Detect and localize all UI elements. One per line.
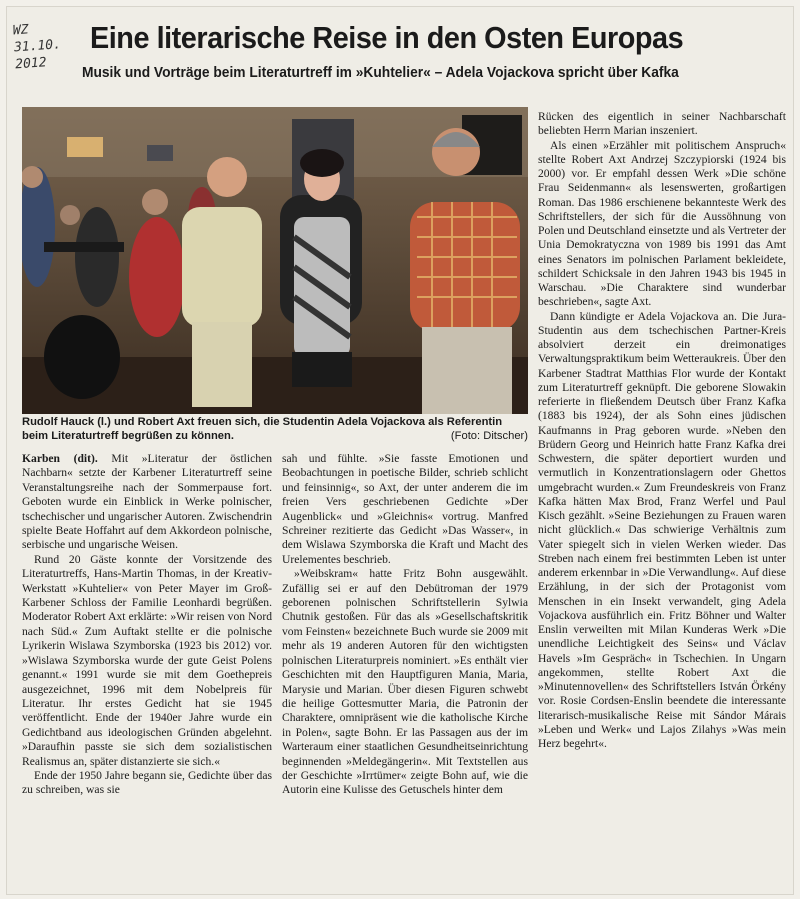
- handwritten-line: WZ: [12, 22, 30, 39]
- dateline: Karben (dit).: [22, 452, 98, 465]
- caption-text: Rudolf Hauck (l.) und Robert Axt freuen sich, die Studentin Adela Vojackova als Referentin beim Literaturtreff begrüßen zu können.: [22, 416, 503, 442]
- headline: Eine literarische Reise in den Osten Europas: [90, 20, 684, 55]
- paragraph: Als einen »Erzähler mit politischem Anspruch« stellte Robert Axt Andrzej Szczypiorski (1924 bis 2000) vor. Er empfahl dessen Werk »Die schöne Frau Seidenmann« als lesenswerten, großartigen Roman. Das 1986 erschienene bekannteste Werk des Schriftstellers, der sich für die Aussöhnung von Polen und Deutschland einsetzte und als Vertreter der Unia Demokratyczna von 1989 bis 1991 das Amt eines Senators im polnischen Parlament bekleidete, schildert Schicksale in den Jahren 1943 bis 1945 in Warschau. »Die Charaktere sind wunderbar beschrieben«, sagte Axt.: [538, 138, 787, 309]
- subheadline: Musik und Vorträge beim Literaturtreff im »Kuhtelier« – Adela Vojackova spricht über Kafka: [82, 65, 679, 81]
- photo-illustration: [22, 107, 528, 414]
- handwritten-date-note: [12, 18, 85, 74]
- paragraph: Dann kündigte er Adela Vojackova an. Die Jura-Studentin aus dem tschechischen Partner-Kreis absolviert derzeit ein dreimonatiges Verwaltungspraktikum beim Wetteraukreis. Über den Karbener Stadtrat Matthias Flor wurde der Kontakt zum Literaturtreff geknüpft. Die geborene Slowakin referierte in fließendem Deutsch über Franz Kafka (1883 bis 1924), der als Sohn eines jüdischen Kaufmanns in Prag geboren wurde. »Neben den Brüdern Georg und Heinrich hatte Franz Kafka drei Schwestern, die später deportiert wurden und vermutlich in Konzentrationslagern oder Ghettos umgebracht wurden.« Zum Freundeskreis von Franz Kafka hätten Max Brod, Franz Werfel und Paul Kisch gezählt. »Seine Beziehungen zu Frauen waren nicht glücklich.« Das schwierige Verhältnis zum Vater spiegelt sich in vielen Werken wieder. Das Streben nach einem frei bestimmten Leben ist unter anderem erkennbar in »Die Verwandlung«. Auf diese Erzählung, in der sich der Protagonist vom Menschen in ein Insekt verwandelt, ging Adela Vojackova ausführlich ein. Fritz Böhner und Walter Enslin verweilten mit Milan Kunderas Werk »Die unendliche Leichtigkeit des Seins« und Václav Havels »Im Gespräch« in Tschechien. In Ungarn angekommen, stellte Robert Axt die »Minutennovellen« des Schriftstellers István Örkény vor. Rosie Cordsen-Enslin beendete die interessante literarisch-musikalische Reise mit Sándor Márais »Leben und Werk« und Lajos Zilahys »Was mein Herz begehrt«.: [538, 309, 786, 750]
- paragraph: Rücken des eigentlich in seiner Nachbarschaft beliebten Herrn Marian inszeniert.: [538, 110, 786, 138]
- photo-caption: [22, 416, 528, 443]
- event-photo: [22, 107, 528, 414]
- paragraph: Ende der 1950 Jahre begann sie, Gedichte über das zu schreiben, was sie: [22, 768, 272, 797]
- handwritten-line: 2012: [14, 55, 48, 73]
- paragraph-text: Mit »Literatur der östlichen Nachbarn« setzte der Karbener Literaturtreff seine Veranstaltungsreihe nach der Sommerpause fort. Geboten wurde ein Einblick in Werke polnischer, tschechischer und ungarischer Autoren. Zwischendrin spielte Beate Hoffahrt auf dem Akkordeon polnische, serbische und ungarische Weisen.: [22, 452, 272, 552]
- article-column-2: [282, 452, 528, 798]
- paragraph: »Weibskram« hatte Fritz Bohn ausgewählt. Zufällig sei er auf den Debütroman der 1979 geborenen polnischen Schriftstellerin Sylwia Chutnik gestoßen. Für das als »Gesellschaftskritik vom Feinsten« bezeichnete Buch wurde sie 2009 mit mehr als 19 anderen Autoren für den wichtigsten polnischen Literaturpreis nominiert. »Es enthält vier Geschichten mit den Hauptfiguren Mania, Maria, Marysie und Marian. Über diesen Figuren schwebt die heilige Gottesmutter Maria, die Patronin der Charaktere, omnipräsent wie die katholische Kirche in Polen«, sagte Bohn. Er las Passagen aus der im Warteraum einer staatlichen Gesundheitseinrichtung beginnenden »Meldegängerin«. Mit Textstellen aus der Geschichte »Irrtümer« zeigte Bohn auf, wie die Autorin eine Kulisse des Getuschels hinter dem: [282, 567, 528, 797]
- paragraph: sah und fühlte. »Sie fasste Emotionen und Beobachtungen in poetische Bilder, schrieb schlicht und feinsinnig«, so Axt, der unter anderem die im freien Vers geschriebenen Gedichte »Der Augenblick« und »Gleichnis« vortrug. Manfred Schreiner rezitierte das Gedicht »Das Wasser«, in dem Wislawa Szymborska die Kraft und Macht des Urelementes beschrieb.: [282, 452, 528, 566]
- article-column-1: [22, 452, 272, 798]
- paragraph: Rund 20 Gäste konnte der Vorsitzende des Literaturtreffs, Hans-Martin Thomas, in der Kreativ-Werkstatt »Kuhtelier« von Peter Mayer im Groß-Karbener Schloss der Familie Leonhardi begrüßen. Moderator Robert Axt erklärte: »Wir reisen von Nord nach Süd.« Zum Auftakt stellte er die polnische Lyrikerin Wislawa Szymborska (1923 bis 2012) vor. »Wislawa Szymborska wurde der gute Geist Polens genannt.« 1991 wurde sie mit dem Goethepreis ausgezeichnet, 1996 mit dem Nobelpreis für Literatur. Ihr erstes Gedicht hat sie 1945 veröffentlicht. Ende der 1940er Jahre wurde ein Gedichtband aus ideologischen Gründen abgelehnt. »Daraufhin passte sie sich dem sozialistischen Realismus an, später distanzierte sie sich.«: [22, 552, 272, 768]
- photo-credit: (Foto: Ditscher): [450, 429, 528, 442]
- paragraph: [22, 452, 272, 553]
- article-column-3: [538, 110, 786, 751]
- handwritten-line: 31.10.: [13, 37, 62, 56]
